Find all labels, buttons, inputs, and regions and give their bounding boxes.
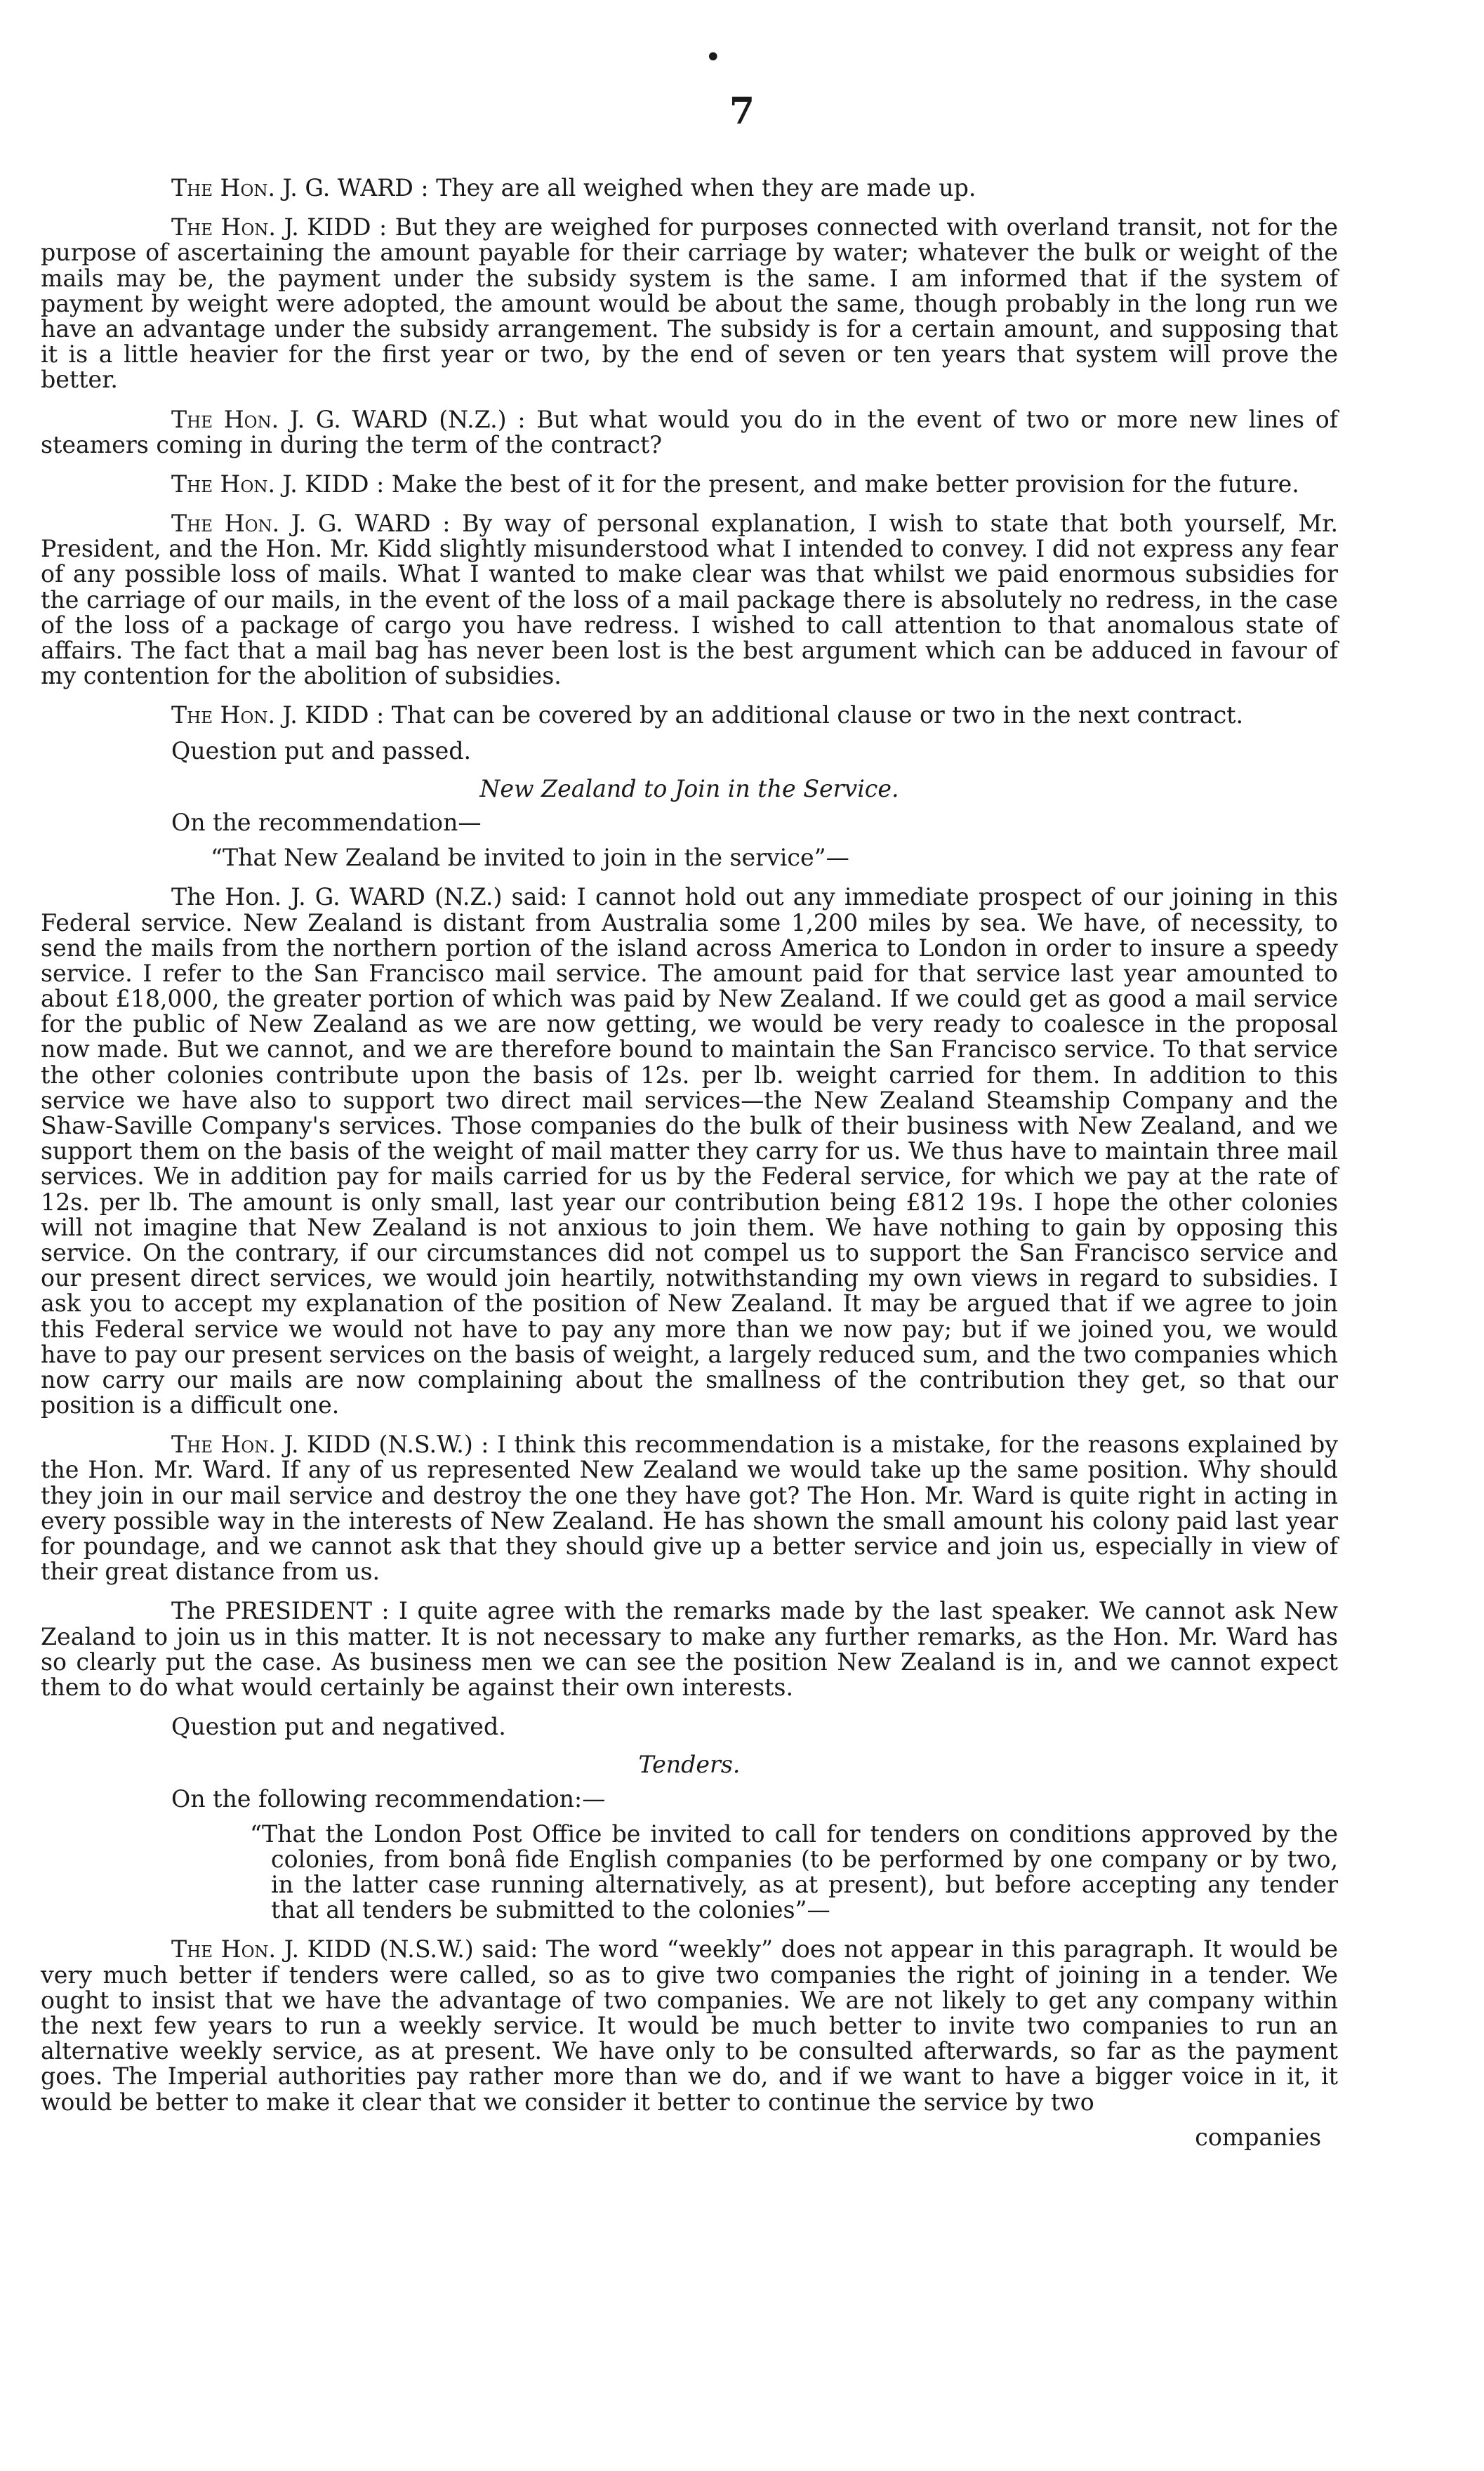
page-mark: • bbox=[705, 41, 722, 74]
recommendation-intro: On the recommendation— bbox=[171, 808, 482, 836]
speaker: The PRESIDENT bbox=[171, 1597, 372, 1625]
speech-text: : I think this recommendation is a mistake, for the reasons explained by the Hon. Mr. Ward. If any of us represented New Zealand we would take up the same position. Why should they join in our mail service and destroy the one they have got? The Hon. Mr. Ward is quite right in acting in every possible way in the interests of New Zealand. He has shown the small amount his colony paid last year for poundage, and we cannot ask that they should give up a better service and join us, especially in view of their great distance from us. bbox=[41, 1431, 1338, 1586]
speech-text: : Make the best of it for the present, and make better provision for the future. bbox=[376, 470, 1299, 498]
speaker: The Hon. J. KIDD bbox=[171, 701, 369, 729]
speech-text: : I quite agree with the remarks made by the last speaker. We cannot ask New Zealand to join us in this matter. It is not necessary to make any further remarks, as the Hon. Mr. Ward has so clearly put the case. As business men we can see the position New Zealand is in, and we cannot expect them to do what would certainly be against their own interests. bbox=[41, 1597, 1338, 1701]
speech-kidd-4 bbox=[41, 1432, 1338, 1584]
speech-kidd-1 bbox=[41, 215, 1338, 392]
recommendation-intro: On the following recommendation:— bbox=[171, 1784, 606, 1813]
speaker: The Hon. J. G. WARD (N.Z.) bbox=[171, 883, 503, 911]
section-heading: New Zealand to Join in the Service. bbox=[479, 774, 899, 802]
speaker: The Hon. J. G. WARD bbox=[171, 510, 431, 538]
speaker: The Hon. J. KIDD bbox=[171, 470, 369, 498]
body-text bbox=[41, 175, 1338, 2150]
speech-text: : That can be covered by an additional clause or two in the next contract. bbox=[376, 701, 1244, 729]
speaker: The Hon. J. G. WARD bbox=[171, 174, 413, 201]
catchword: companies bbox=[1195, 2123, 1321, 2151]
speech-president bbox=[41, 1598, 1338, 1700]
speech-kidd-3 bbox=[41, 703, 1338, 728]
speaker: The Hon. J. G. WARD (N.Z.) bbox=[171, 405, 507, 433]
speech-text: said: I cannot hold out any immediate prospect of our joining in this Federal service. New Zealand is distant from Australia some 1,200 miles by sea. We have, of necessity, to send the mails from the northern portion of the island across America to London in order to insure a speedy service. I refer to the San Francisco mail service. The amount paid for that service last year amounted to about £18,000, the greater portion of which was paid by New Zealand. If we could get as good a mail service for the public of New Zealand as we are now getting, we would be very ready to coalesce in the proposal now made. But we cannot, and we are therefore bound to maintain the San Francisco service. To that service the other colonies contribute upon the basis of 12s. per lb. weight carried for them. In addition to this service we have also to support two direct mail services—the New Zealand Steamship Company and the Shaw-Saville Company's services. Those companies do the bulk of their business with New Zealand, and we support them on the basis of the weight of mail matter they carry for us. We thus have to maintain three mail services. We in addition pay for mails carried for us by the Federal service, for which we pay at the rate of 12s. per lb. The amount is only small, last year our contribution being £812 19s. I hope the other colonies will not imagine that New Zealand is not anxious to join them. We have nothing to gain by opposing this service. On the contrary, if our circumstances did not compel us to support the San Francisco service and our present direct services, we would join heartily, notwithstanding my own views in regard to subsidies. I ask you to accept my explanation of the position of New Zealand. It may be argued that if we agree to join this Federal service we would not have to pay any more than we now pay; but if we joined you, we would have to pay our present services on the basis of weight, a largely reduced sum, and the two companies which now carry our mails are now complaining about the smallness of the contribution they get, so that our position is a difficult one. bbox=[41, 883, 1338, 1419]
speech-text: : By way of personal explanation, I wish to state that both yourself, Mr. President, and the Hon. Mr. Kidd slightly misunderstood what I intended to convey. I did not express any fear of any possible loss of mails. What I wanted to make clear was that whilst we paid enormous subsidies for the carriage of our mails, in the event of the loss of a mail package there is absolutely no redress, in the case of the loss of a package of cargo you have redress. I wished to call attention to that anomalous state of affairs. The fact that a mail bag has never been lost is the best argument which can be adduced in favour of my contention for the abolition of subsidies. bbox=[41, 510, 1338, 690]
page-number: 7 bbox=[729, 90, 755, 133]
speech-kidd-2 bbox=[41, 472, 1338, 497]
speech-text: : They are all weighed when they are made up. bbox=[420, 174, 976, 201]
speech-text: : But what would you do in the event of two or more new lines of steamers coming in during the term of the contract? bbox=[41, 405, 1338, 458]
recommendation-quote: “That New Zealand be invited to join in the service”— bbox=[211, 844, 849, 872]
speech-text: : But they are weighed for purposes connected with overland transit, not for the purpose of ascertaining the amount payable for their carriage by water; whatever the bulk or weight of the mails may be, the payment under the subsidy system is the same. I am informed that if the system of payment by weight were adopted, the amount would be about the same, though probably in the long run we have an advantage under the subsidy arrangement. The subsidy is for a certain amount, and supposing that it is a little heavier for the first year or two, by the end of seven or ten years that system will prove the better. bbox=[41, 213, 1338, 394]
speaker: The Hon. J. KIDD bbox=[171, 213, 371, 241]
section-heading: Tenders. bbox=[638, 1751, 741, 1779]
motion-result: Question put and passed. bbox=[171, 736, 472, 764]
speech-text: said: The word “weekly” does not appear in this paragraph. It would be very much better if tenders were called, so as to give two companies the right of joining in a tender. We ought to insist that we have the advantage of two companies. We are not likely to get any company within the next few years to run a weekly service. It would be much better to invite two companies to run an alternative weekly service, as at present. We have only to be consulted afterwards, so far as the payment goes. The Imperial authorities pay rather more than we do, and if we want to have a bigger voice in it, it would be better to make it clear that we consider it better to continue the service by two bbox=[41, 1935, 1338, 2116]
speaker: The Hon. J. KIDD (N.S.W.) bbox=[171, 1431, 473, 1459]
speech-ward-4 bbox=[41, 885, 1338, 1418]
speech-ward-3 bbox=[41, 511, 1338, 689]
motion-result: Question put and negatived. bbox=[171, 1713, 506, 1741]
speech-ward-1 bbox=[41, 175, 1338, 201]
speech-ward-2 bbox=[41, 407, 1338, 458]
recommendation-quote: “That the London Post Office be invited to call for tenders on conditions approved by the colonies, from bonâ fide English companies (to be performed by one company or by two, in the latter case running alternatively, as at present), but before accepting any tender that all tenders be submitted to the colonies”— bbox=[250, 1820, 1338, 1924]
speech-kidd-5 bbox=[41, 1937, 1338, 2114]
speaker: The Hon. J. KIDD (N.S.W.) bbox=[171, 1935, 474, 1963]
